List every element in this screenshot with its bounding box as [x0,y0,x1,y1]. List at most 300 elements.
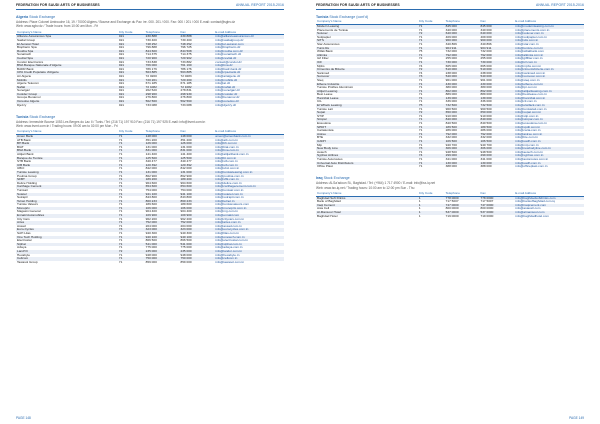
email-cell: info@sonatrach.dz [214,53,284,57]
number-cell: 1 [418,200,445,204]
number-cell: 71 [118,178,145,182]
company-cell: Essoukna [316,122,418,126]
number-cell: 752 000 [179,221,214,225]
company-cell: Adwya [16,246,118,250]
number-cell: 71 [418,151,445,155]
company-cell: Tunisie Autoroutes [316,158,418,162]
number-cell: 72 1082 [145,86,180,90]
company-cell: Assad [16,225,118,229]
column-header: Company's Name [16,30,118,35]
number-cell: 73 [118,228,145,232]
email-cell: info@ooredoo.dz [214,100,284,104]
number-cell: 021 [118,68,145,72]
email-cell: info@elwifack.com.tn [514,104,584,108]
number-cell: 71 [118,254,145,258]
number-cell: 306 000 [445,147,480,151]
number-cell: 71 [418,29,445,33]
number-cell: 786 176 [145,68,180,72]
number-cell: 71 [118,196,145,200]
company-cell: BADR Bank [16,68,118,72]
number-cell: 74 [418,72,445,76]
number-cell: 71 [118,225,145,229]
number-cell: 71 [418,118,445,122]
company-cell: Carthage Cement [16,185,118,189]
number-cell: 409 000 [445,36,480,40]
table-row [16,104,284,108]
email-cell: info@el-aurassi.com [214,43,284,47]
email-cell: info@airalgerie.dz [214,75,284,79]
number-cell: 71 [118,171,145,175]
number-cell: 71 [118,164,145,168]
email-cell: info@ennakl.com [214,214,284,218]
email-cell: info@ubci.com.tn [214,167,284,171]
page-number: PAGE 149 [569,416,584,420]
company-cell: UADH [316,140,418,144]
number-cell: 336 000 [479,100,514,104]
company-cell: Electrostar [16,239,118,243]
number-cell: 717 5007 [479,200,514,204]
number-cell: 72 [418,32,445,36]
number-cell: 961 000 [479,79,514,83]
number-cell: 654 600 [145,185,180,189]
number-cell: 71 [418,61,445,65]
company-cell: Mip [316,144,418,148]
number-cell: 71 [118,153,145,157]
company-cell: Cartatunisia [316,129,418,133]
company-cell: Mpbs [316,65,418,69]
email-cell: info@saidalgroup.dz [214,39,284,43]
email-cell: info@almansour.com [514,211,584,215]
number-cell: 238 000 [479,72,514,76]
number-cell: 71 [418,93,445,97]
email-cell: info@syphax.com.tn [514,154,584,158]
email-cell: info@monoprix.com.tn [214,207,284,211]
number-cell: 650 000 [479,111,514,115]
company-cell: Syphax Airlines [316,154,418,158]
number-cell: 862 000 [445,90,480,94]
number-cell: 71 [118,160,145,164]
number-cell: 71 [418,83,445,87]
email-cell: info@steq.com.tn [514,79,584,83]
company-cell: Al-Mansour Hotel [316,211,418,215]
number-cell: 840 500 [445,122,480,126]
company-cell: ICF [316,61,418,65]
number-cell: 131 000 [179,146,214,150]
section-address: Address: Immeuble Bourse 1053 Les Berges du Lac II / Tunis / Tel: (216 71) 197 910 Fax: (216 71) 197 925 E-mail: info@bvmt.com.tn [16,119,206,124]
number-cell: 650 000 [445,111,480,115]
number-cell: 71 [118,185,145,189]
email-cell: info@bh.com.tn [214,142,284,146]
number-cell: 332 000 [479,136,514,140]
section-title [316,176,350,180]
number-cell: 72 [118,250,145,254]
email-cell: info@bte.com.tn [514,136,584,140]
company-cell: Monoprix [16,207,118,211]
number-cell: 910 000 [479,115,514,119]
number-cell: 71 [118,142,145,146]
number-cell: 792 000 [479,133,514,137]
number-cell: 71 [418,144,445,148]
number-cell: 286 000 [445,129,480,133]
number-cell: 720 200 [179,79,214,83]
number-cell: 71 [118,203,145,207]
directory-table [316,20,584,169]
company-cell: Baghdad Soft Drinks [316,196,418,200]
number-cell: 889 000 [445,93,480,97]
number-cell: 1 [418,211,445,215]
column-header: Fax [479,192,514,197]
number-cell: 109 900 [179,214,214,218]
number-cell: 859 000 [179,261,214,265]
number-cell: 540 000 [479,75,514,79]
number-cell: 940 300 [179,232,214,236]
number-cell: 964 600 [179,182,214,186]
email-cell: info@carthagecement.com.tn [214,185,284,189]
number-cell: 380 000 [479,86,514,90]
number-cell: 021 [118,71,145,75]
email-cell: info@astree.com.tn [514,133,584,137]
number-cell: 960 000 [479,39,514,43]
company-cell: Attijari Leasing [316,90,418,94]
number-cell: 189 200 [179,178,214,182]
number-cell: 948 500 [445,151,480,155]
number-cell: 332 000 [445,136,480,140]
section-address: Address: Place Colonel Amirouche 16, 19 / 70000 Algiers / Bourse and Exchange du Pav. ire. 000. 201 / 000. Fax: 000 / 201 / 000 E-mail: contact@sgbv.dz [16,20,235,24]
email-cell: info@allianceassurances.dz [214,35,284,39]
email-cell: info@hannibal.com.tn [514,97,584,101]
number-cell: 130 000 [445,162,480,166]
company-cell: ATB Bank [16,139,118,143]
column-header: Fax [479,20,514,25]
company-cell: Hannibal Lease [316,97,418,101]
company-cell: Artes [16,221,118,225]
number-cell: 541 000 [179,243,214,247]
email-cell: info@biopharm.dz [214,46,284,50]
number-cell: 126 000 [179,142,214,146]
number-cell: 276 800 [179,96,214,100]
email-cell: info@tunisielait.com.tn [514,108,584,112]
number-cell: 021 [118,61,145,65]
company-cell: Attijari Bank [16,153,118,157]
number-cell: 141 400 [179,153,214,157]
number-cell: 189 600 [145,203,180,207]
number-cell: 960 500 [479,108,514,112]
number-cell: 71 [118,210,145,214]
section-address: Address: Al-Sa'adoun St., Baghdad / Tel: (+964) 1 717 4900 / E-mail: info@isx-iq.net [316,181,436,186]
company-cell: Ennakl Automobiles [16,214,118,218]
number-cell: 940 700 [479,144,514,148]
column-header: Telephone [445,192,480,197]
company-cell: Baghdad Hotel [316,215,418,219]
number-cell: 71 [118,189,145,193]
number-cell: 792 000 [479,54,514,58]
company-cell: Naftal [16,86,118,90]
number-cell: 940 700 [445,144,480,148]
number-cell: 733 088 [179,104,214,108]
number-cell: 800 0000 [445,207,480,211]
number-cell: 510 000 [445,68,480,72]
number-cell: 109 900 [145,214,180,218]
number-cell: 106 500 [445,140,480,144]
email-cell: info@eurocycles.com.tn [214,228,284,232]
number-cell: 74 [418,154,445,158]
email-cell: info@sonelgaz.dz [214,89,284,93]
company-cell: Modern Leasing [316,25,418,29]
number-cell: 125 500 [145,157,180,161]
number-cell: 298 960 [145,93,180,97]
number-cell: 204 000 [145,225,180,229]
company-cell: Sotrapil [16,196,118,200]
column-header: Fax [179,30,214,35]
section-title-country: Iraq [316,176,323,181]
number-cell: 752 000 [145,221,180,225]
email-cell: info@tunisievaleurs.com [214,203,284,207]
number-cell: 409 000 [479,36,514,40]
email-cell: info@at.dz [214,82,284,86]
number-cell: 189 600 [179,203,214,207]
email-cell: info@adwya.com.tn [214,246,284,250]
number-cell: 941 100 [145,193,180,197]
email-cell: info@iraqicement.com [514,204,584,208]
number-cell: 748 252 [145,43,180,47]
company-cell: New Body Line [316,147,418,151]
number-cell: 71 [418,162,445,166]
number-cell: 72 0283 [179,75,214,79]
email-cell: info@elbene.com.tn [514,83,584,87]
company-cell: Sotuver [316,32,418,36]
number-cell: 340 000 [479,29,514,33]
company-cell: Algerie Telecom [16,82,118,86]
number-cell: 844 600 [145,50,180,54]
number-cell: 021 [118,104,145,108]
email-cell: info@delice.com.tn [214,182,284,186]
section-title-country: Algeria [16,15,29,19]
email-cell: info@tawasol.com.tn [214,261,284,265]
number-cell: 388 000 [479,165,514,169]
company-cell: Asia Cell [316,207,418,211]
number-cell: 1 [418,215,445,219]
number-cell: 286 000 [479,129,514,133]
number-cell: 71 [418,165,445,169]
number-cell: 71 [418,140,445,144]
number-cell: 340 866 [445,43,480,47]
number-cell: 71 [118,167,145,171]
company-cell: Tawasol Group [16,261,118,265]
page-number: PAGE 148 [16,416,31,420]
email-cell: info@electrostar.com.tn [214,239,284,243]
number-cell: 189 500 [479,126,514,130]
column-header: Company's Name [316,192,418,197]
company-cell: Tunisie Profiles Aluminium [316,86,418,90]
email-cell: info@tunisieleasing.com.tn [214,171,284,175]
number-cell: 800 0000 [479,207,514,211]
email-cell: info@spdit.com.tn [514,126,584,130]
email-cell: info@atb.com.tn [214,139,284,143]
number-cell: 665 000 [445,65,480,69]
number-cell: 71 [418,39,445,43]
number-cell: 786 176 [179,68,214,72]
email-cell: info@sotrapil.com.tn [214,196,284,200]
email-cell: info@essoukna.com.tn [514,122,584,126]
number-cell: 866 500 [145,239,180,243]
number-cell: 733 838 [145,61,180,65]
number-cell: 323 000 [145,228,180,232]
company-cell: SAH Lilas [16,232,118,236]
number-cell: 021 [118,100,145,104]
company-cell: Alkimia [316,54,418,58]
number-cell: 732 500 [445,104,480,108]
number-cell: 71 [118,236,145,240]
number-cell: 948 000 [179,254,214,258]
email-cell: info@cevital.dz [214,57,284,61]
email-cell: info@cil.com.tn [514,100,584,104]
email-cell: info@asiacell.com [514,207,584,211]
number-cell: 730 000 [445,61,480,65]
number-cell: 766 000 [145,64,180,68]
number-cell: 139 000 [479,97,514,101]
number-cell: 131 000 [179,171,214,175]
number-cell: 732 000 [479,50,514,54]
company-cell: Steq [316,79,418,83]
company-cell: BH Bank [16,142,118,146]
company-cell: Tunis Re [316,47,418,51]
number-cell: 71 [418,47,445,51]
number-cell: 189 200 [145,178,180,182]
number-cell: 563 885 [145,71,180,75]
number-cell: 750 000 [145,257,180,261]
number-cell: 1 [418,196,445,200]
company-cell: Bank of Baghdad [316,200,418,204]
number-cell: 323 000 [179,228,214,232]
section-title-country: Tunisia [316,15,329,19]
number-cell: 021 [118,50,145,54]
company-cell: Gif Filter [316,57,418,61]
number-cell: 71 [418,126,445,130]
number-cell: 71 [418,25,445,29]
company-cell: El Aurassi Hotel [16,43,118,47]
email-cell: info@alkimia.com.tn [514,54,584,58]
number-cell: 563 885 [179,71,214,75]
company-cell: BNA Banque Nationale d'Algerie [16,64,118,68]
company-cell: Sotipapier [316,36,418,40]
company-cell: Wifak Bank [316,50,418,54]
number-cell: 72 [418,111,445,115]
number-cell: 775 000 [179,246,214,250]
email-cell: info@hexabyte.tn [214,254,284,258]
number-cell: 340 477 [179,160,214,164]
header-title: FEDERATION FOR SAUDI ARTS OF BUSINESSES [16,3,100,7]
number-cell: 71 [118,257,145,261]
number-cell: 844 508 [179,50,214,54]
email-cell: info@sits.com.tn [514,39,584,43]
number-cell: 71 [118,214,145,218]
email-cell: info@sotetel.com.tn [214,193,284,197]
number-cell: 510 000 [479,68,514,72]
number-cell: 230 888 [145,35,180,39]
email-cell: info@tpr.com.tn [514,86,584,90]
company-cell: Tunisie Lait [316,108,418,112]
company-cell: Tunisie Leasing [16,171,118,175]
number-cell: 021 [118,43,145,47]
section-title-rest: Stock Exchange [28,114,56,119]
column-header: E-mail Address [214,30,284,35]
company-cell: BTE [316,136,418,140]
number-cell: 126 000 [145,142,180,146]
company-cell: Rouiba Spa [16,50,118,54]
number-cell: 796 725 [179,46,214,50]
number-cell: 72 1082 [179,86,214,90]
number-cell: 75 [418,104,445,108]
number-cell: 131 000 [145,146,180,150]
number-cell: 71 [418,54,445,58]
number-cell: 380 000 [445,86,480,90]
company-cell: SPDIT [316,126,418,130]
number-cell: 73 [418,75,445,79]
number-cell: 130 000 [479,162,514,166]
number-cell: 120 392 [145,164,180,168]
number-cell: 866 500 [179,239,214,243]
number-cell: 940 300 [145,232,180,236]
number-cell: 537 0000 [445,211,480,215]
number-cell: 306 000 [479,147,514,151]
email-cell: info@star.com.tn [514,43,584,47]
number-cell: 021 [118,53,145,57]
number-cell: 71 [118,246,145,250]
number-cell: 859 000 [145,261,180,265]
company-cell: CIL [316,100,418,104]
number-cell: 71 [418,136,445,140]
number-cell: 671 185 [179,82,214,86]
number-cell: 940 100 [145,236,180,240]
number-cell: 671 185 [145,82,180,86]
company-cell: Air Algerie [16,75,118,79]
number-cell: 021 [118,46,145,50]
directory-table [316,192,584,219]
company-cell: STB Bank [16,160,118,164]
company-cell: Tunisie Valeurs [16,203,118,207]
email-cell: info@cimentsbizerte.com.tn [514,68,584,72]
number-cell: 278 831 [179,89,214,93]
number-cell: 904 400 [179,210,214,214]
number-cell: 862 900 [145,175,180,179]
email-cell: info@badr-bank.dz [214,68,284,72]
number-cell: 71 [418,36,445,40]
email-cell: info@bankofbaghdad.com.iq [514,200,584,204]
column-header: City Code [118,30,145,35]
number-cell: 71 [118,146,145,150]
email-cell: info@mg.com.tn [214,210,284,214]
number-cell: 904 400 [145,210,180,214]
number-cell: 021 [118,64,145,68]
company-cell: Cellcom [16,257,118,261]
section-title-country: Tunisia [16,114,29,119]
number-cell: 106 000 [179,207,214,211]
number-cell: 904 911 [445,47,480,51]
number-cell: 720 902 [179,57,214,61]
column-header: City Code [418,20,445,25]
number-cell: 71 [118,149,145,153]
company-cell: Office Plast [316,165,418,169]
number-cell: 962 200 [145,218,180,222]
number-cell: 238 000 [445,72,480,76]
company-cell: Siphat [16,243,118,247]
number-cell: 540 000 [445,75,480,79]
number-cell: 141 400 [145,153,180,157]
directory-table [16,130,284,264]
email-cell: info@poulina.com.tn [214,175,284,179]
company-cell: STIP [316,115,418,119]
number-cell: 131 000 [145,171,180,175]
